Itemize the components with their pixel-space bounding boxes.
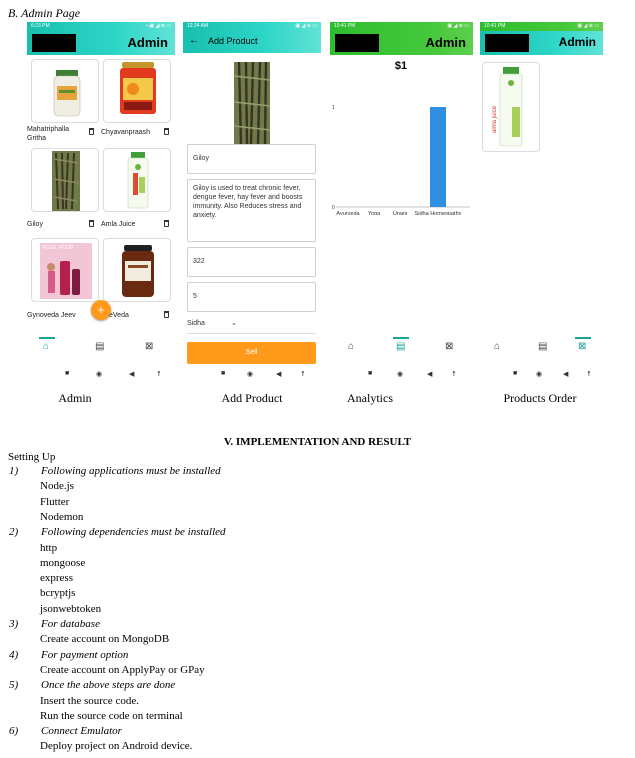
order-product-text: amla juice <box>492 105 498 133</box>
step-title: Following dependencies must be installed <box>41 526 226 539</box>
quantity-field[interactable]: 5 <box>187 282 316 312</box>
trash-icon[interactable] <box>164 128 169 135</box>
step-item: jsonwebtoken <box>40 602 102 615</box>
product-name: Giloy <box>27 221 43 228</box>
system-nav <box>330 367 473 380</box>
product-image <box>104 149 171 212</box>
step-title: Connect Emulator <box>41 725 122 738</box>
product-name: Chyavanpraash <box>101 129 151 136</box>
chart-title: $1 <box>394 60 408 72</box>
product-image <box>32 149 99 212</box>
redacted-box <box>32 34 76 52</box>
analytics-icon[interactable]: ▤ <box>95 341 105 352</box>
step-title: Once the above steps are done <box>41 679 176 692</box>
price-field[interactable]: 322 <box>187 247 316 277</box>
step-item: express <box>40 572 73 585</box>
product-name: Amla Juice <box>101 221 136 228</box>
home-circle-icon[interactable]: ◉ <box>247 371 254 378</box>
orders-screen <box>480 22 603 380</box>
step-item: Create account on MongoDB <box>40 633 170 646</box>
trash-icon[interactable] <box>89 220 94 227</box>
trash-icon[interactable] <box>164 220 169 227</box>
add-product-screen <box>183 22 321 380</box>
step-title: Following applications must be installed <box>41 465 221 477</box>
bottom-nav <box>330 337 473 359</box>
sell-label: Sell <box>245 349 258 356</box>
product-card[interactable] <box>103 59 171 123</box>
redacted-box <box>485 34 529 52</box>
app-bar <box>480 31 603 55</box>
step-number: 2) <box>9 526 19 539</box>
orders-icon[interactable]: ⊠ <box>578 341 587 352</box>
system-nav <box>480 367 603 380</box>
status-icons: ▣ ◢ ⊕ ▭ <box>447 23 469 29</box>
accessibility-icon[interactable]: ☨ <box>452 371 456 378</box>
x-tick-label: Sidha Homeopathy <box>414 211 462 215</box>
caption-products-order: Products Order <box>503 391 577 405</box>
x-tick-label: Unani <box>392 211 408 215</box>
status-bar <box>480 22 603 31</box>
step-item: Run the source code on terminal <box>40 709 183 722</box>
step-number: 6) <box>9 725 19 738</box>
recents-icon[interactable]: ■ <box>513 370 518 377</box>
add-product-fab[interactable] <box>91 300 111 320</box>
orders-icon[interactable]: ⊠ <box>445 341 454 352</box>
status-icons: ▣ ◢ ⊕ ▭ <box>577 23 599 29</box>
product-card[interactable] <box>31 148 99 212</box>
step-title: For payment option <box>41 648 129 661</box>
status-bar <box>183 22 321 31</box>
chevron-down-icon: ⌄ <box>231 320 237 327</box>
status-time: 10:41 PM <box>334 23 356 29</box>
name-field[interactable]: Giloy <box>187 144 316 174</box>
status-icons: ▣ ◢ ⊕ ▭ <box>295 23 317 29</box>
back-icon[interactable]: ◀ <box>563 371 569 378</box>
system-nav <box>27 367 175 380</box>
product-card[interactable] <box>103 148 171 212</box>
category-select[interactable] <box>187 320 247 334</box>
caption-analytics: Analytics <box>347 391 393 405</box>
app-title: Admin <box>425 35 466 50</box>
trash-icon[interactable] <box>164 311 169 318</box>
product-name: eVeda <box>109 312 129 319</box>
step-number: 5) <box>9 679 19 692</box>
step-item: Insert the source code. <box>40 694 139 707</box>
status-bar <box>27 22 175 31</box>
bar <box>430 107 446 207</box>
trash-icon[interactable] <box>89 128 94 135</box>
setting-up-label: Setting Up <box>8 451 56 463</box>
y-tick-label: 1 <box>332 105 335 111</box>
step-number: 1) <box>9 465 19 477</box>
back-icon[interactable]: ◀ <box>276 371 282 378</box>
product-card[interactable] <box>31 59 99 123</box>
status-time: 12:24 AM <box>187 23 209 29</box>
category-underline <box>187 333 316 334</box>
admin-screen <box>27 22 175 380</box>
home-icon[interactable]: ⌂ <box>43 341 50 352</box>
x-tick-label: Ayurveda <box>336 211 360 215</box>
app-bar <box>183 31 321 53</box>
caption-add-product: Add Product <box>221 391 283 405</box>
analytics-icon[interactable]: ▤ <box>538 341 548 352</box>
redacted-box <box>335 34 379 52</box>
section-heading: B. Admin Page <box>8 6 81 20</box>
home-icon[interactable]: ⌂ <box>348 341 355 352</box>
status-time: 10:41 PM <box>484 23 506 29</box>
back-icon[interactable]: ◀ <box>427 371 433 378</box>
active-tab-indicator <box>393 337 409 339</box>
sell-button[interactable] <box>187 342 316 364</box>
status-icons: ▪ ▣ ◢ ⊕ ▭ <box>146 23 171 29</box>
recents-icon[interactable]: ■ <box>65 370 70 377</box>
bottom-nav <box>27 337 175 359</box>
step-number: 3) <box>9 618 19 630</box>
orders-icon[interactable]: ⊠ <box>145 341 154 352</box>
plus-icon: + <box>97 303 105 317</box>
product-image <box>104 239 171 302</box>
step-number: 4) <box>9 648 19 661</box>
category-value: Sidha <box>187 320 205 327</box>
accessibility-icon[interactable]: ☨ <box>157 371 161 378</box>
product-card[interactable] <box>31 238 99 302</box>
analytics-screen <box>330 22 473 380</box>
app-title: Admin <box>127 35 168 50</box>
bottom-nav <box>480 337 603 359</box>
app-bar <box>27 31 175 55</box>
step-item: http <box>40 541 58 554</box>
x-tick-label: Yoga <box>367 211 381 215</box>
caption-admin: Admin <box>58 391 92 405</box>
step-item: Deploy project on Android device. <box>40 740 193 753</box>
step-item: bcryptjs <box>40 587 76 600</box>
status-time: 6:23 PM <box>31 23 50 29</box>
section-title: V. IMPLEMENTATION AND RESULT <box>223 436 412 448</box>
order-card[interactable] <box>482 62 540 152</box>
product-name: Gynoveda Jeev <box>27 312 76 319</box>
system-nav <box>183 367 321 380</box>
analytics-icon[interactable]: ▤ <box>396 341 406 352</box>
recents-icon[interactable]: ■ <box>368 370 373 377</box>
product-photo <box>234 62 270 144</box>
back-arrow-icon[interactable]: ← <box>189 35 199 46</box>
app-title: Admin <box>558 35 596 49</box>
active-tab-indicator <box>39 337 55 339</box>
step-title: For database <box>41 618 100 630</box>
poster-text: PCOS, PCOD <box>42 245 74 251</box>
product-image <box>104 60 171 123</box>
product-image <box>32 60 99 123</box>
active-tab-indicator <box>575 337 591 339</box>
back-icon[interactable]: ◀ <box>129 371 135 378</box>
recents-icon[interactable]: ■ <box>221 370 226 377</box>
analytics-chart <box>330 55 473 215</box>
home-circle-icon[interactable]: ◉ <box>536 371 543 378</box>
step-item: mongoose <box>40 556 86 569</box>
status-bar <box>330 22 473 31</box>
product-name: Mahatriphalla Gritha <box>27 126 70 142</box>
step-item: Node.js <box>40 480 74 493</box>
y-tick-label: 0 <box>332 205 335 211</box>
home-circle-icon[interactable]: ◉ <box>96 371 103 378</box>
step-item: Flutter <box>40 495 70 508</box>
home-icon[interactable]: ⌂ <box>494 341 501 352</box>
accessibility-icon[interactable]: ☨ <box>587 371 591 378</box>
step-item: Create account on ApplyPay or GPay <box>40 663 205 676</box>
description-field[interactable]: Giloy is used to treat chronic fever, dengue fever, hay fever and boosts immunity. Also Reduces stress and anxiety. <box>187 179 316 242</box>
app-bar <box>330 31 473 55</box>
accessibility-icon[interactable]: ☨ <box>301 371 305 378</box>
app-title: Add Product <box>208 36 258 46</box>
step-item: Nodemon <box>40 510 84 523</box>
home-circle-icon[interactable]: ◉ <box>397 371 404 378</box>
product-card[interactable] <box>103 238 171 302</box>
